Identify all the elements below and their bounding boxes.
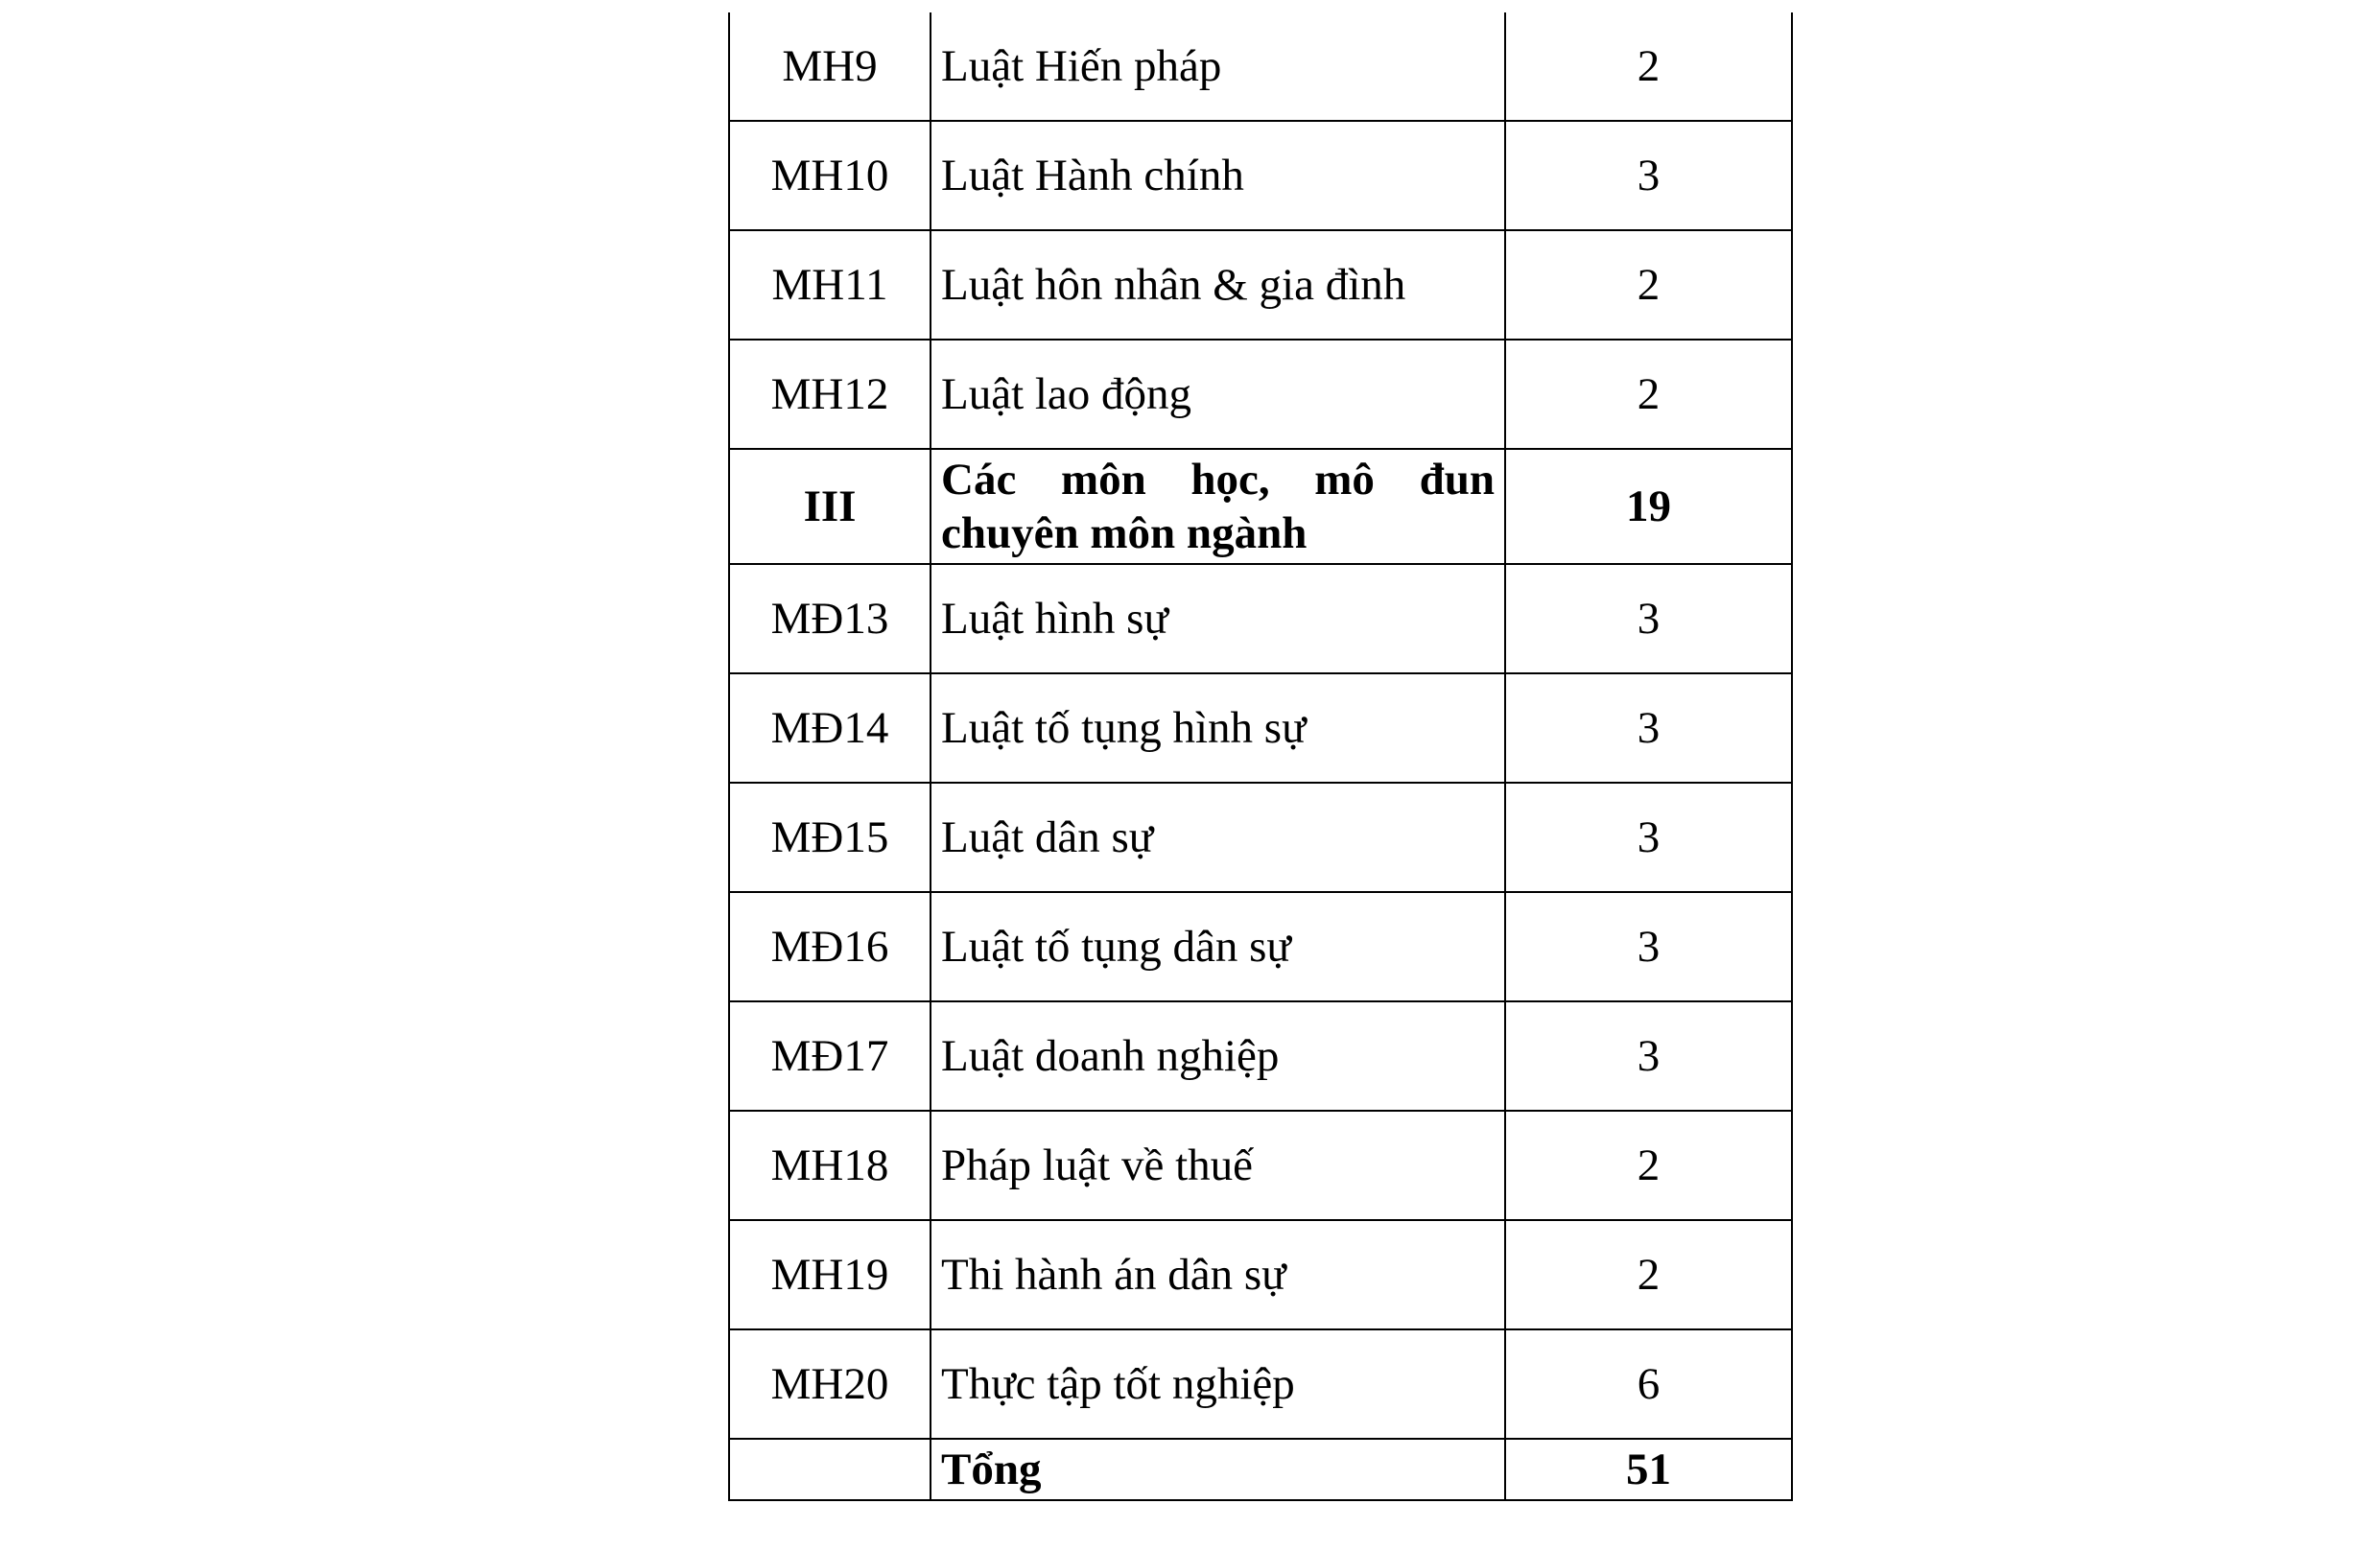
subject-code: MH10 — [729, 121, 931, 230]
total-code — [729, 1439, 931, 1500]
table-row — [729, 121, 1792, 230]
subject-code: MH11 — [729, 230, 931, 340]
table-row — [729, 12, 1792, 121]
subject-code: MĐ15 — [729, 783, 931, 892]
subject-credits: 3 — [1505, 892, 1792, 1001]
section-title-line-1: Các môn học, mô đun — [941, 455, 1495, 505]
total-credits: 51 — [1505, 1439, 1792, 1500]
table-row — [729, 1220, 1792, 1329]
subject-name: Luật tố tụng hình sự — [931, 673, 1505, 783]
subject-name: Luật Hiến pháp — [931, 12, 1505, 121]
section-number: III — [729, 449, 931, 564]
subject-credits: 3 — [1505, 783, 1792, 892]
subject-name: Pháp luật về thuế — [931, 1111, 1505, 1220]
subject-credits: 3 — [1505, 673, 1792, 783]
table-row — [729, 1111, 1792, 1220]
subject-code: MH20 — [729, 1329, 931, 1439]
subject-credits: 6 — [1505, 1329, 1792, 1439]
section-title — [931, 449, 1505, 564]
subject-credits: 2 — [1505, 12, 1792, 121]
table-row — [729, 892, 1792, 1001]
subject-credits: 3 — [1505, 1001, 1792, 1111]
table-row — [729, 340, 1792, 449]
table-row — [729, 230, 1792, 340]
subject-credits: 2 — [1505, 1111, 1792, 1220]
subject-credits: 3 — [1505, 121, 1792, 230]
subject-name: Luật hôn nhân & gia đình — [931, 230, 1505, 340]
subject-code: MH12 — [729, 340, 931, 449]
subject-code: MH18 — [729, 1111, 931, 1220]
section-header-row — [729, 449, 1792, 564]
section-title-line-2: chuyên môn ngành — [941, 508, 1308, 558]
total-row — [729, 1439, 1792, 1500]
subject-code: MH9 — [729, 12, 931, 121]
subject-code: MH19 — [729, 1220, 931, 1329]
total-label: Tổng — [931, 1439, 1505, 1500]
subject-code: MĐ16 — [729, 892, 931, 1001]
subject-credits: 2 — [1505, 230, 1792, 340]
table-row — [729, 673, 1792, 783]
subject-credits: 2 — [1505, 340, 1792, 449]
table-row — [729, 1001, 1792, 1111]
subject-code: MĐ17 — [729, 1001, 931, 1111]
subject-name: Luật lao động — [931, 340, 1505, 449]
section-credits: 19 — [1505, 449, 1792, 564]
subject-name: Thi hành án dân sự — [931, 1220, 1505, 1329]
subject-name: Thực tập tốt nghiệp — [931, 1329, 1505, 1439]
curriculum-table — [728, 12, 1793, 1501]
table-row — [729, 783, 1792, 892]
subject-name: Luật dân sự — [931, 783, 1505, 892]
table-row — [729, 564, 1792, 673]
table-row — [729, 1329, 1792, 1439]
subject-credits: 2 — [1505, 1220, 1792, 1329]
subject-code: MĐ13 — [729, 564, 931, 673]
subject-name: Luật Hành chính — [931, 121, 1505, 230]
subject-name: Luật hình sự — [931, 564, 1505, 673]
subject-name: Luật doanh nghiệp — [931, 1001, 1505, 1111]
subject-code: MĐ14 — [729, 673, 931, 783]
subject-name: Luật tố tụng dân sự — [931, 892, 1505, 1001]
subject-credits: 3 — [1505, 564, 1792, 673]
